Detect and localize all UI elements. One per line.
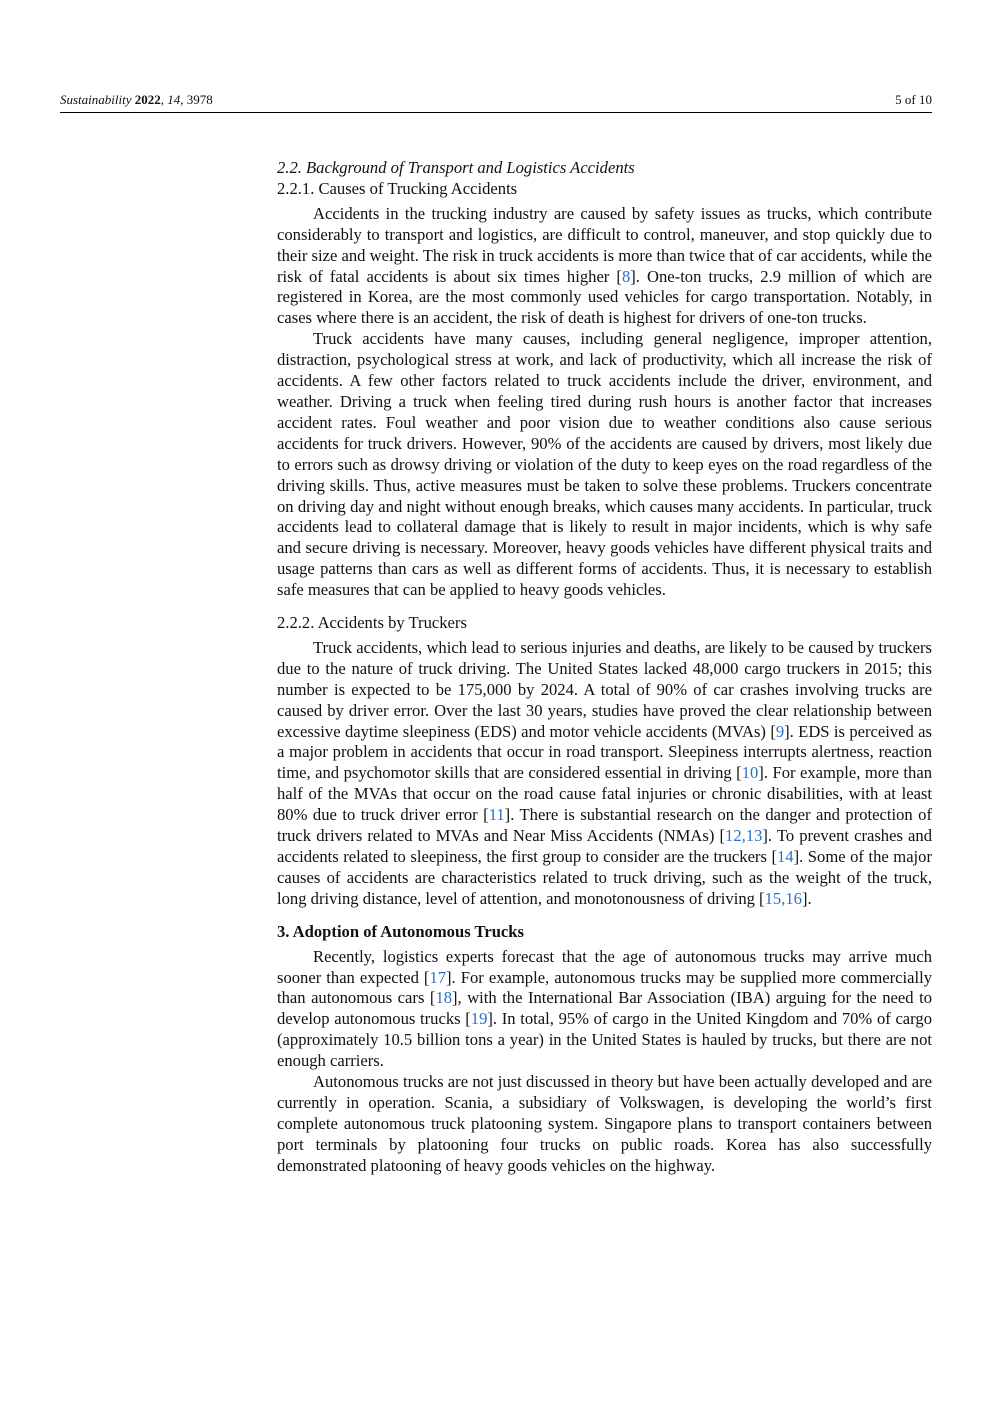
text: ], with the International Bar Association (IBA) arguing for the need to develop autonomous trucks [ (277, 988, 932, 1029)
article-number: 3978 (186, 92, 213, 107)
section-2-2-1-title: 2.2.1. Causes of Trucking Accidents (277, 178, 518, 198)
page-number: 5 of 10 (895, 92, 932, 107)
text: ]. EDS is perceived as a major problem in accidents that occur in road transport. Sleepiness interrupts alertness, reaction time, and psychomotor skills that are considered essential in driving [ (277, 721, 932, 783)
citation-link[interactable]: 8 (621, 266, 631, 286)
citation-link[interactable]: 16 (785, 888, 802, 908)
citation-link[interactable]: 11 (488, 805, 505, 825)
text: Truck accidents, which lead to serious injuries and deaths, are likely to be caused by truckers due to the nature of truck driving. The United States lacked 48,000 cargo truckers in 2015; this number is expected to be 175,000 by 2024. A total of 90% of car crashes involving trucks are caused by driver error. Over the last 30 years, studies have proved the clear relationship between excessive daytime sleepiness (EDS) and motor vehicle accidents (MVAs) [ (277, 637, 932, 741)
citation-link[interactable]: 14 (776, 847, 794, 866)
citation-link[interactable]: 15 (764, 888, 782, 908)
section-2-2-2-title: 2.2.2. Accidents by Truckers (277, 613, 467, 633)
citation: Sustainability 2022, 14, 3978 (60, 92, 213, 107)
journal-volume: 14 (167, 92, 181, 107)
section-2-2-title: 2.2. Background of Transport and Logistics Accidents (277, 158, 635, 177)
paragraph: Truck accidents have many causes, including general negligence, improper attention, distraction, psychological stress at work, and lack of productivity, which all increase the risk of accidents. A few other factors related to truck accidents include the driver, environment, and weather. Driving a truck when feeling tired during rush hours is another factor that increases accident rates. Foul weather and poor vision due to weather conditions also cause serious accidents for truck drivers. However, 90% of the accidents are caused by drivers, most likely due to errors such as drowsy driving or violation of the duty to keep eyes on the road regardless of the driving skills. Thus, active measures must be taken to solve these problems. Truckers concentrate on driving day and night without enough breaks, which causes many accidents. In particular, truck accidents lead to collateral damage that is likely to result in major incidents, which is why safe and secure driving is necessary. Moreover, heavy goods vehicles have different physical traits and usage patterns than cars as well as different forms of accidents. Thus, it is necessary to establish safe measures that can be applied to heavy goods vehicles. (277, 329, 932, 600)
journal-year: 2022 (134, 92, 161, 107)
text: ]. To prevent crashes and accidents related to sleepiness, the first group to consider are the truckers [ (277, 826, 932, 866)
text: ]. For example, autonomous trucks may be supplied more commercially than autonomous cars [ (277, 967, 932, 1008)
text: ]. Some of the major causes of accidents are characteristics related to truck driving, such as the weight of the truck, long driving distance, level of attention, and monotonousness of driving [ (277, 847, 932, 908)
citation-link[interactable]: 17 (429, 967, 447, 987)
citation-link[interactable]: 12 (725, 826, 742, 846)
paragraph: Autonomous trucks are not just discussed in theory but have been actually developed and are currently in operation. Scania, a subsidiary of Volkswagen, is developing the world’s first complete autonomous truck platooning system. Singapore plans to transport containers between port terminals by platooning four trucks on public roads. Korea has also successfully demonstrated platooning of heavy goods vehicles on the highway. (277, 1072, 932, 1175)
citation-link[interactable]: 10 (741, 763, 759, 783)
text: ]. One-ton trucks, 2.9 million of which are registered in Korea, are the most commonly used vehicles for cargo transportation. Notably, in cases where there is an accident, the risk of death is highest for drivers of one-ton trucks. (277, 266, 932, 328)
paragraph (277, 947, 932, 1072)
citation-separator: , (781, 888, 786, 908)
citation-separator: , (741, 826, 746, 846)
page-header (60, 90, 932, 113)
text: ]. There is substantial research on the danger and protection of truck drivers related to MVAs and Near Miss Accidents (NMAs) [ (277, 805, 932, 846)
paragraph (277, 638, 932, 910)
citation-link[interactable]: 13 (745, 826, 763, 846)
section-3-title: 3. Adoption of Autonomous Trucks (277, 921, 524, 941)
main-content (277, 158, 932, 1177)
citation-link[interactable]: 19 (470, 1009, 488, 1029)
citation-link[interactable]: 18 (435, 988, 453, 1008)
text: ]. In total, 95% of cargo in the United Kingdom and 70% of cargo (approximately 10.5 billion tons a year) in the United States is hauled by trucks, but there are not enough carriers. (277, 1009, 932, 1071)
text: ]. (801, 888, 812, 908)
paragraph (277, 204, 932, 329)
journal-name: Sustainability (60, 92, 132, 107)
text: ]. For example, more than half of the MVAs that occur on the road cause fatal injuries or chronic disabilities, with at least 80% due to truck driver error [ (277, 763, 932, 825)
text: Recently, logistics experts forecast that the age of autonomous trucks may arrive much sooner than expected [ (277, 946, 932, 987)
citation-link[interactable]: 9 (775, 721, 785, 741)
text: Accidents in the trucking industry are caused by safety issues as trucks, which contribute considerably to transport and logistics, are difficult to control, maneuver, and stop quickly due to their size and weight. The risk in truck accidents is more than twice that of car accidents, while the risk of fatal accidents is about six times higher [ (277, 203, 932, 286)
